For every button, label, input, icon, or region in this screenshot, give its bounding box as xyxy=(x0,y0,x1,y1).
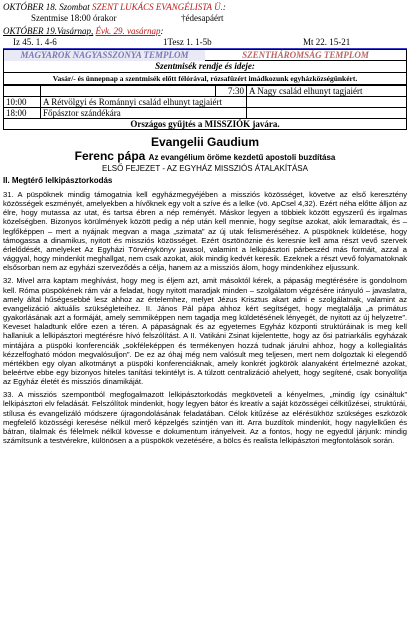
mass-time: Szentmise 18:00 órakor xyxy=(31,13,117,23)
schedule-note-text: Vasár/- és ünnepnap a szentmisék előtt félórával, rózsafüzért imádkozunk egyházközségünkért. xyxy=(52,74,358,83)
table-row xyxy=(4,108,407,119)
time-cell: 10:00 xyxy=(4,97,41,108)
intention-cell: Főpásztor szándékára xyxy=(41,108,247,119)
schedule-note xyxy=(3,73,407,85)
church-left: MAGYAROK NAGYASSZONYA TEMPLOM xyxy=(4,50,205,61)
mass-intention: †édesapáért xyxy=(181,13,224,23)
saturday-heading xyxy=(3,2,226,13)
schedule-title xyxy=(3,61,407,73)
article-body xyxy=(3,190,407,445)
saturday-line xyxy=(3,2,407,13)
paragraph-31: 31. A püspöknek mindig támogatnia kell egyházmegyéjében a missziós közösséget, követve az első keresztény közösségek eszményét, amelyekben a hívőknek egy volt a szíve és a lelke (vö. ApCsel 4,32). Ezért néha előtte álljon az élre, hogy mutassa az utat, és tartsa ébren a nép reményét. Máskor legyen a többiek között egyszerű és irgalmas közelségben. Bizonyos körülmények között pedig a nép után kell mennie, hogy segítse azokat, akik lemaradtak, és – legfőképpen – mert a nyájnak megvan a maga „szimata” az új utak felismeréséhez. A püspöknek küldetése, hogy támogassa a dinamikus, nyitott és missziós közösséget. Ezért ösztönöznie és keresnie kell ama részt vevő szervek érlelődését, amelyeket Az Egyházi Törvénykönyv javasol, valamint a lelkipásztori párbeszéd más formáit, azzal a vággyal, hogy mindenkit meghallgat, nem csak azokat, akik mindig kedvét keresik. Ezeknek a részt vevő folyamatoknak elsősorban nem az egyházi szerveződés a célja, hanem az a missziós álom, hogy mindenkihez eljussunk. xyxy=(3,190,407,273)
intention-cell xyxy=(247,108,407,119)
subtitle-desc: Az evangélium öröme kezdetű apostoli buzdítása xyxy=(148,153,336,162)
reading-3: Mt 22. 15-21 xyxy=(303,37,351,47)
sunday-date: OKTÓBER 19.Vasárnap, xyxy=(3,26,94,36)
readings xyxy=(3,37,407,48)
intention-cell xyxy=(41,86,216,97)
church-right: SZENTHÁROMSÁG TEMPLOM xyxy=(242,49,369,60)
table-row xyxy=(4,86,407,97)
sunday-colon: : xyxy=(160,26,164,36)
subtitle-pope: Ferenc pápa xyxy=(74,149,146,163)
schedule-table xyxy=(3,85,407,130)
reading-2: 1Tesz 1. 1-5b xyxy=(163,37,212,47)
article-subtitle xyxy=(3,150,407,164)
intention-cell: A Rétvölgyi és Románnyi család elhunyt tagjaiért xyxy=(41,97,247,108)
saturday-feast: SZENT LUKÁCS EVANGÉLISTA Ü. xyxy=(92,2,223,12)
time-cell xyxy=(4,86,41,97)
saturday-date: OKTÓBER 18. Szombat xyxy=(3,2,90,12)
reading-1: Iz 45. 1. 4-6 xyxy=(13,37,57,47)
time-cell: 18:00 xyxy=(4,108,41,119)
schedule-title-text: Szentmisék rendje és ideje: xyxy=(155,61,255,71)
article-title: Evangelii Gaudium xyxy=(150,135,260,149)
saturday-mass xyxy=(3,13,407,24)
intention-cell: A Nagy család elhunyt tagjaiért xyxy=(247,86,407,97)
paragraph-32: 32. Mivel arra kaptam meghívást, hogy meg is éljem azt, amit másoktól kérek, a pápaság megtérésére is gondolnom kell. Róma püspökének rám vár a feladat, hogy nyitott maradjak minden – szolgálatom végzésére irányuló – javaslatra, amely által hűségesebbé lesz ahhoz az értelemhez, melyet Jézus Krisztus akart adni e szolgálatnak, valamint az evangelizáció aktuális szükségleteihez. II. János Pál pápa ahhoz kért segítséget, hogy megtalálja „a primátus gyakorlásának azt a formáját, amely semmiképpen nem tagadja meg küldetésének lényegét, de nyitott az új helyzetre”. Keveset haladtunk előre ezen a téren. A pápaságnak és az egyetemes Egyház központi struktúráinak is meg kell hallaniuk a lelkipásztori megtérésre hívó felszólítást. A II. Vatikáni Zsinat kijelentette, hogy az ősi patriarkális egyházak mintájára a püspöki konferenciák „sokféleképpen és termékenyen hozzá tudnak járulni ahhoz, hogy a kollegialitás kézzelfogható módon megvalósuljon”. De ez az óhaj még nem valósult meg teljesen, mert nem dolgoztak ki elegendő mértékben egy olyan alkotmányt a püspöki konferenciáknak, amely konkrét jogkörök alanyaként értelmezné azokat, beleértve ebbe egy bizonyos hiteles tanítási tekintélyt is. A túlzott centralizáció ahelyett, hogy segítené, csak bonyolítja az Egyház életét és missziós dinamikáját. xyxy=(3,276,407,387)
time-cell: 7:30 xyxy=(216,86,247,97)
table-row xyxy=(4,119,407,130)
sunday-name: Évk. 29. vasárnap xyxy=(95,26,161,36)
intention-cell xyxy=(247,97,407,108)
collection-notice: Országos gyűjtés a MISSZIÓK javára. xyxy=(4,119,407,130)
church-band xyxy=(3,49,407,61)
chapter-heading: ELSŐ FEJEZET - AZ EGYHÁZ MISSZIÓS ÁTALAKÍTÁSA xyxy=(102,164,308,173)
paragraph-33: 33. A missziós szempontból megfogalmazott lelkipásztorkodás megköveteli a kényelmes, „mindig így csináltuk” lelkipásztori elv feladását. Felszólítok mindenkit, hogy legyen bátor és kreatív a saját közösségei célkitűzései, struktúrái, stílusa és evangelizáló módszere újragondolásának feladatában. Célok kitűzése az elérésükhöz szükséges eszközök megfelelő közösségi keresése nélkül merő képzelgés szintjén van itt. Arra buzdítok mindenkit, hogy nagylelkűen és bátran, tilalmak és félelmek nélkül kövesse e dokumentum irányelveit. Az a fontos, hogy ne egyedül járjunk: mindig számítsunk a testvérekre, különösen a a püspökök vezetésére, a bölcs és realista lelkipásztori megfontolások során. xyxy=(3,390,407,446)
sunday-heading xyxy=(3,26,407,37)
section-heading: II. Megtérő lelkipásztorkodás xyxy=(3,176,113,185)
saturday-colon: : xyxy=(222,2,226,12)
table-row xyxy=(4,97,407,108)
